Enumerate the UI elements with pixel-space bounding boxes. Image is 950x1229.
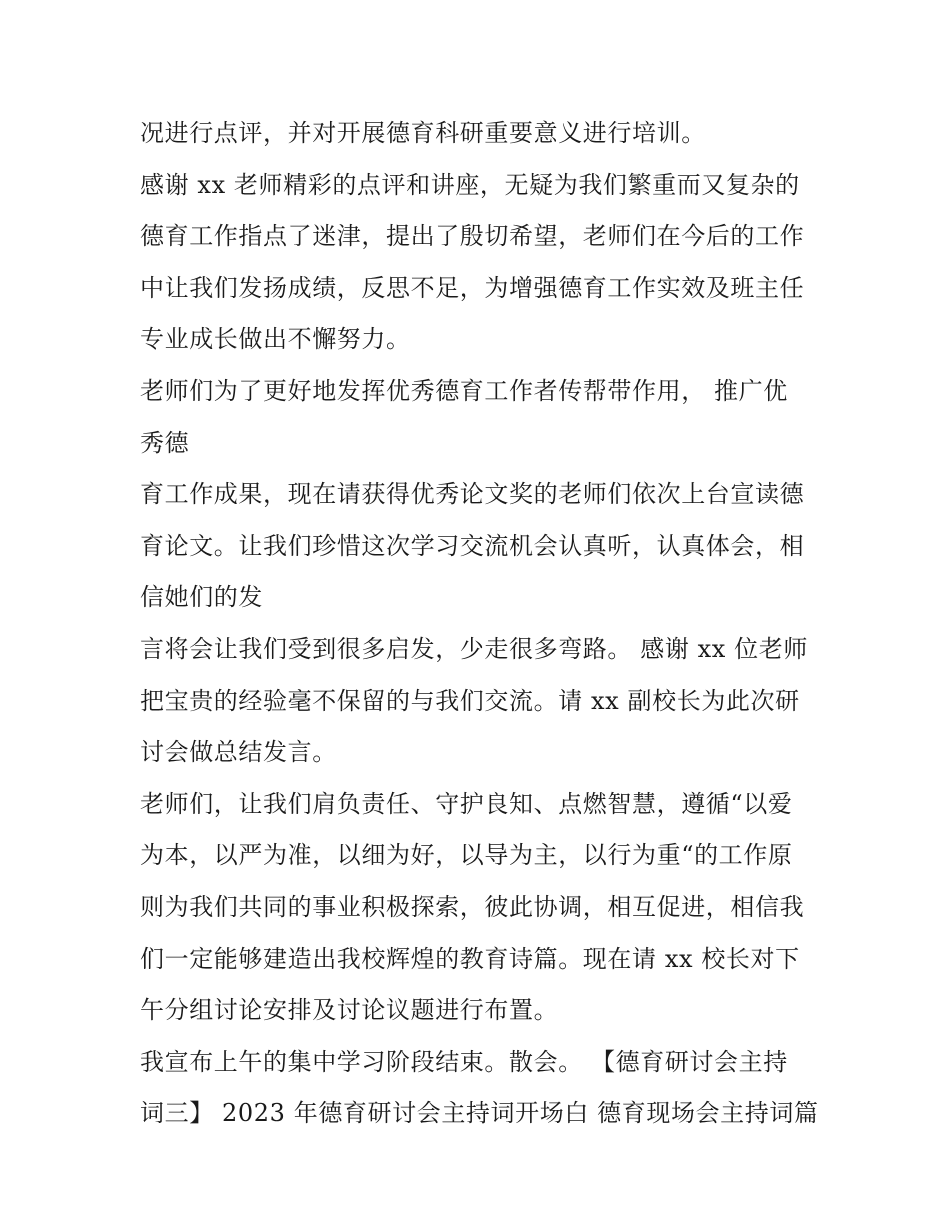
text-line: 我宣布上午的集中学习阶段结束。散会。 【德育研讨会主持 bbox=[140, 1047, 788, 1076]
text-line: 言将会让我们受到很多启发，少走很多弯路。 感谢 xx 位老师 bbox=[140, 634, 808, 663]
text-line: 感谢 xx 老师精彩的点评和讲座，无疑为我们繁重而又复杂的 bbox=[140, 170, 800, 199]
text-line: 老师们为了更好地发挥优秀德育工作者传帮带作用， 推广优 bbox=[140, 376, 788, 405]
text-line: 德育工作指点了迷津，提出了殷切希望，老师们在今后的工作 bbox=[140, 222, 805, 251]
text-line: 词三】 2023 年德育研讨会主持词开场白 德育现场会主持词篇 bbox=[140, 1099, 819, 1128]
text-line: 况进行点评，并对开展德育科研重要意义进行培训。 bbox=[140, 119, 706, 147]
text-line: 老师们，让我们肩负责任、守护良知、点燃智慧，遵循“以爱 bbox=[140, 789, 793, 818]
text-line: 们一定能够建造出我校辉煌的教育诗篇。现在请 xx 校长对下 bbox=[140, 944, 800, 973]
text-line: 则为我们共同的事业积极探索，彼此协调，相互促进，相信我 bbox=[140, 892, 805, 921]
text-line: 信她们的发 bbox=[140, 583, 263, 612]
text-line: 专业成长做出不懈努力。 bbox=[140, 325, 411, 354]
text-line: 秀德 bbox=[140, 428, 190, 457]
text-line: 把宝贵的经验毫不保留的与我们交流。请 xx 副校长为此次研 bbox=[140, 686, 800, 715]
text-line: 育工作成果，现在请获得优秀论文奖的老师们依次上台宣读德 bbox=[140, 480, 805, 509]
text-line: 为本，以严为准，以细为好，以导为主，以行为重“的工作原 bbox=[140, 841, 793, 870]
text-line: 育论文。让我们珍惜这次学习交流机会认真听，认真体会，相 bbox=[140, 531, 805, 560]
text-line: 午分组讨论安排及讨论议题进行布置。 bbox=[140, 996, 559, 1025]
document-body bbox=[140, 108, 820, 1140]
text-line: 讨会做总结发言。 bbox=[140, 738, 337, 767]
text-line: 中让我们发扬成绩，反思不足，为增强德育工作实效及班主任 bbox=[140, 273, 805, 302]
